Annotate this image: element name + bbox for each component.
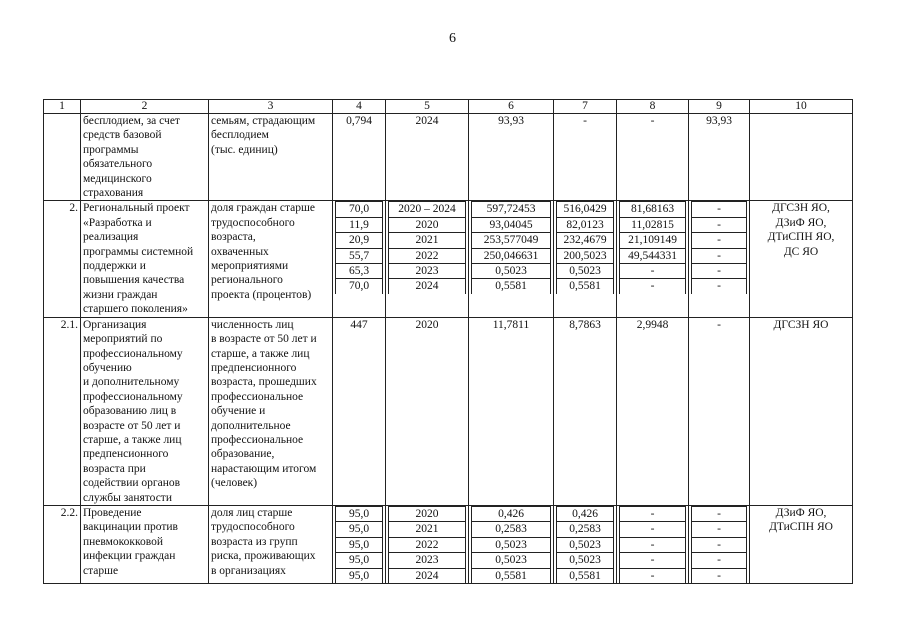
funding-col7: 8,7863 xyxy=(554,317,617,505)
value-cell: 200,5023 xyxy=(557,248,614,263)
program-table xyxy=(43,99,853,584)
year-cell: 2020 xyxy=(386,317,469,505)
value-cell: 2020 – 2024 xyxy=(389,202,466,217)
funding-col7-values xyxy=(554,505,617,583)
row-number: 2.2. xyxy=(44,505,81,583)
funding-col7: - xyxy=(554,114,617,201)
value-cell: 95,0 xyxy=(336,537,383,552)
value-cell: - xyxy=(620,568,686,583)
target-values xyxy=(333,505,386,583)
col-header: 4 xyxy=(333,100,386,114)
value-cell: 250,046631 xyxy=(472,248,551,263)
indicator-name: численность лиц в возрасте от 50 лет и старше, а также лиц предпенсионного возраста, прошедших профессиональное обучение и дополнительное профессиональное образование, нарастающим итогом (человек) xyxy=(209,317,333,505)
col-header: 1 xyxy=(44,100,81,114)
target-value: 447 xyxy=(333,317,386,505)
value-cell: 0,426 xyxy=(472,506,551,521)
row-number xyxy=(44,114,81,201)
value-cell: 0,5023 xyxy=(557,264,614,279)
value-cell: - xyxy=(692,233,747,248)
value-cell: 11,9 xyxy=(336,217,383,232)
col-header: 8 xyxy=(617,100,689,114)
value-cell: 2022 xyxy=(389,248,466,263)
col-header: 6 xyxy=(469,100,554,114)
value-cell: 2020 xyxy=(389,217,466,232)
executors: ДГСЗН ЯО xyxy=(750,317,853,505)
value-cell: 95,0 xyxy=(336,553,383,568)
value-cell: 2024 xyxy=(389,279,466,294)
funding-col8-values xyxy=(617,505,689,583)
value-cell: 95,0 xyxy=(336,568,383,583)
value-cell: 516,0429 xyxy=(557,202,614,217)
value-cell: - xyxy=(620,264,686,279)
col-header: 9 xyxy=(689,100,750,114)
executors xyxy=(750,114,853,201)
value-cell: 0,5581 xyxy=(472,279,551,294)
value-cell: 70,0 xyxy=(336,202,383,217)
value-cell: - xyxy=(620,553,686,568)
value-cell: 232,4679 xyxy=(557,233,614,248)
value-cell: - xyxy=(692,506,747,521)
value-cell: - xyxy=(692,537,747,552)
value-cell: - xyxy=(620,506,686,521)
value-cell: - xyxy=(692,264,747,279)
table-row xyxy=(44,114,853,201)
value-cell: - xyxy=(620,279,686,294)
value-cell: 2021 xyxy=(389,522,466,537)
value-cell: 0,5023 xyxy=(472,553,551,568)
funding-col9: 93,93 xyxy=(689,114,750,201)
value-cell: 0,5023 xyxy=(557,553,614,568)
value-cell: 0,5023 xyxy=(472,264,551,279)
value-cell: 82,0123 xyxy=(557,217,614,232)
value-cell: 0,426 xyxy=(557,506,614,521)
value-cell: 0,5581 xyxy=(557,568,614,583)
value-cell: 95,0 xyxy=(336,506,383,521)
col-header: 5 xyxy=(386,100,469,114)
col-header: 10 xyxy=(750,100,853,114)
indicator-name: доля лиц старше трудоспособного возраста из групп риска, проживающих в организациях xyxy=(209,505,333,583)
page-number: 6 xyxy=(449,31,456,46)
year-values xyxy=(386,201,469,317)
target-value: 0,794 xyxy=(333,114,386,201)
year-cell: 2024 xyxy=(386,114,469,201)
col-header: 3 xyxy=(209,100,333,114)
funding-col9-values xyxy=(689,505,750,583)
event-name: Проведение вакцинации против пневмококковой инфекции граждан старше xyxy=(81,505,209,583)
value-cell: 65,3 xyxy=(336,264,383,279)
event-name: Региональный проект «Разработка и реализация программы системной поддержки и повышения качества жизни граждан старшего поколения» xyxy=(81,201,209,317)
value-cell: 11,02815 xyxy=(620,217,686,232)
value-cell: - xyxy=(620,522,686,537)
value-cell: 0,5023 xyxy=(472,537,551,552)
value-cell: 2022 xyxy=(389,537,466,552)
funding-col8-values xyxy=(617,201,689,317)
value-cell: 597,72453 xyxy=(472,202,551,217)
value-cell: 2023 xyxy=(389,264,466,279)
value-cell: 0,2583 xyxy=(557,522,614,537)
value-cell: - xyxy=(692,217,747,232)
year-values xyxy=(386,505,469,583)
executors: ДГСЗН ЯО, ДЗиФ ЯО, ДТиСПН ЯО, ДС ЯО xyxy=(750,201,853,317)
indicator-name: семьям, страдающим бесплодием (тыс. единиц) xyxy=(209,114,333,201)
row-number: 2. xyxy=(44,201,81,317)
indicator-name: доля граждан старше трудоспособного возраста, охваченных мероприятиями регионального проекта (процентов) xyxy=(209,201,333,317)
value-cell: - xyxy=(692,202,747,217)
value-cell: 81,68163 xyxy=(620,202,686,217)
funding-col8: 2,9948 xyxy=(617,317,689,505)
funding-col9-values xyxy=(689,201,750,317)
value-cell: 0,2583 xyxy=(472,522,551,537)
value-cell: - xyxy=(692,522,747,537)
value-cell: 2024 xyxy=(389,568,466,583)
value-cell: 95,0 xyxy=(336,522,383,537)
value-cell: 49,544331 xyxy=(620,248,686,263)
value-cell: - xyxy=(692,553,747,568)
funding-total-values xyxy=(469,505,554,583)
value-cell: 93,04045 xyxy=(472,217,551,232)
funding-total: 93,93 xyxy=(469,114,554,201)
funding-col9: - xyxy=(689,317,750,505)
value-cell: - xyxy=(692,279,747,294)
event-name: бесплодием, за счет средств базовой программы обязательного медицинского страхования xyxy=(81,114,209,201)
value-cell: 2020 xyxy=(389,506,466,521)
value-cell: 20,9 xyxy=(336,233,383,248)
value-cell: 253,577049 xyxy=(472,233,551,248)
funding-col7-values xyxy=(554,201,617,317)
table-row xyxy=(44,505,853,583)
value-cell: 2021 xyxy=(389,233,466,248)
executors: ДЗиФ ЯО, ДТиСПН ЯО xyxy=(750,505,853,583)
table-row xyxy=(44,201,853,317)
target-values xyxy=(333,201,386,317)
value-cell: 21,109149 xyxy=(620,233,686,248)
value-cell: - xyxy=(620,537,686,552)
funding-col8: - xyxy=(617,114,689,201)
value-cell: 55,7 xyxy=(336,248,383,263)
funding-total: 11,7811 xyxy=(469,317,554,505)
value-cell: 0,5023 xyxy=(557,537,614,552)
value-cell: 0,5581 xyxy=(472,568,551,583)
col-header: 2 xyxy=(81,100,209,114)
event-name: Организация мероприятий по профессиональному обучению и дополнительному профессиональному образованию лиц в возрасте от 50 лет и старше, а также лиц предпенсионного возраста при содействии органов службы занятости xyxy=(81,317,209,505)
funding-total-values xyxy=(469,201,554,317)
row-number: 2.1. xyxy=(44,317,81,505)
col-header: 7 xyxy=(554,100,617,114)
value-cell: 2023 xyxy=(389,553,466,568)
header-row xyxy=(44,100,853,114)
value-cell: 70,0 xyxy=(336,279,383,294)
value-cell: - xyxy=(692,568,747,583)
value-cell: 0,5581 xyxy=(557,279,614,294)
table-row xyxy=(44,317,853,505)
value-cell: - xyxy=(692,248,747,263)
